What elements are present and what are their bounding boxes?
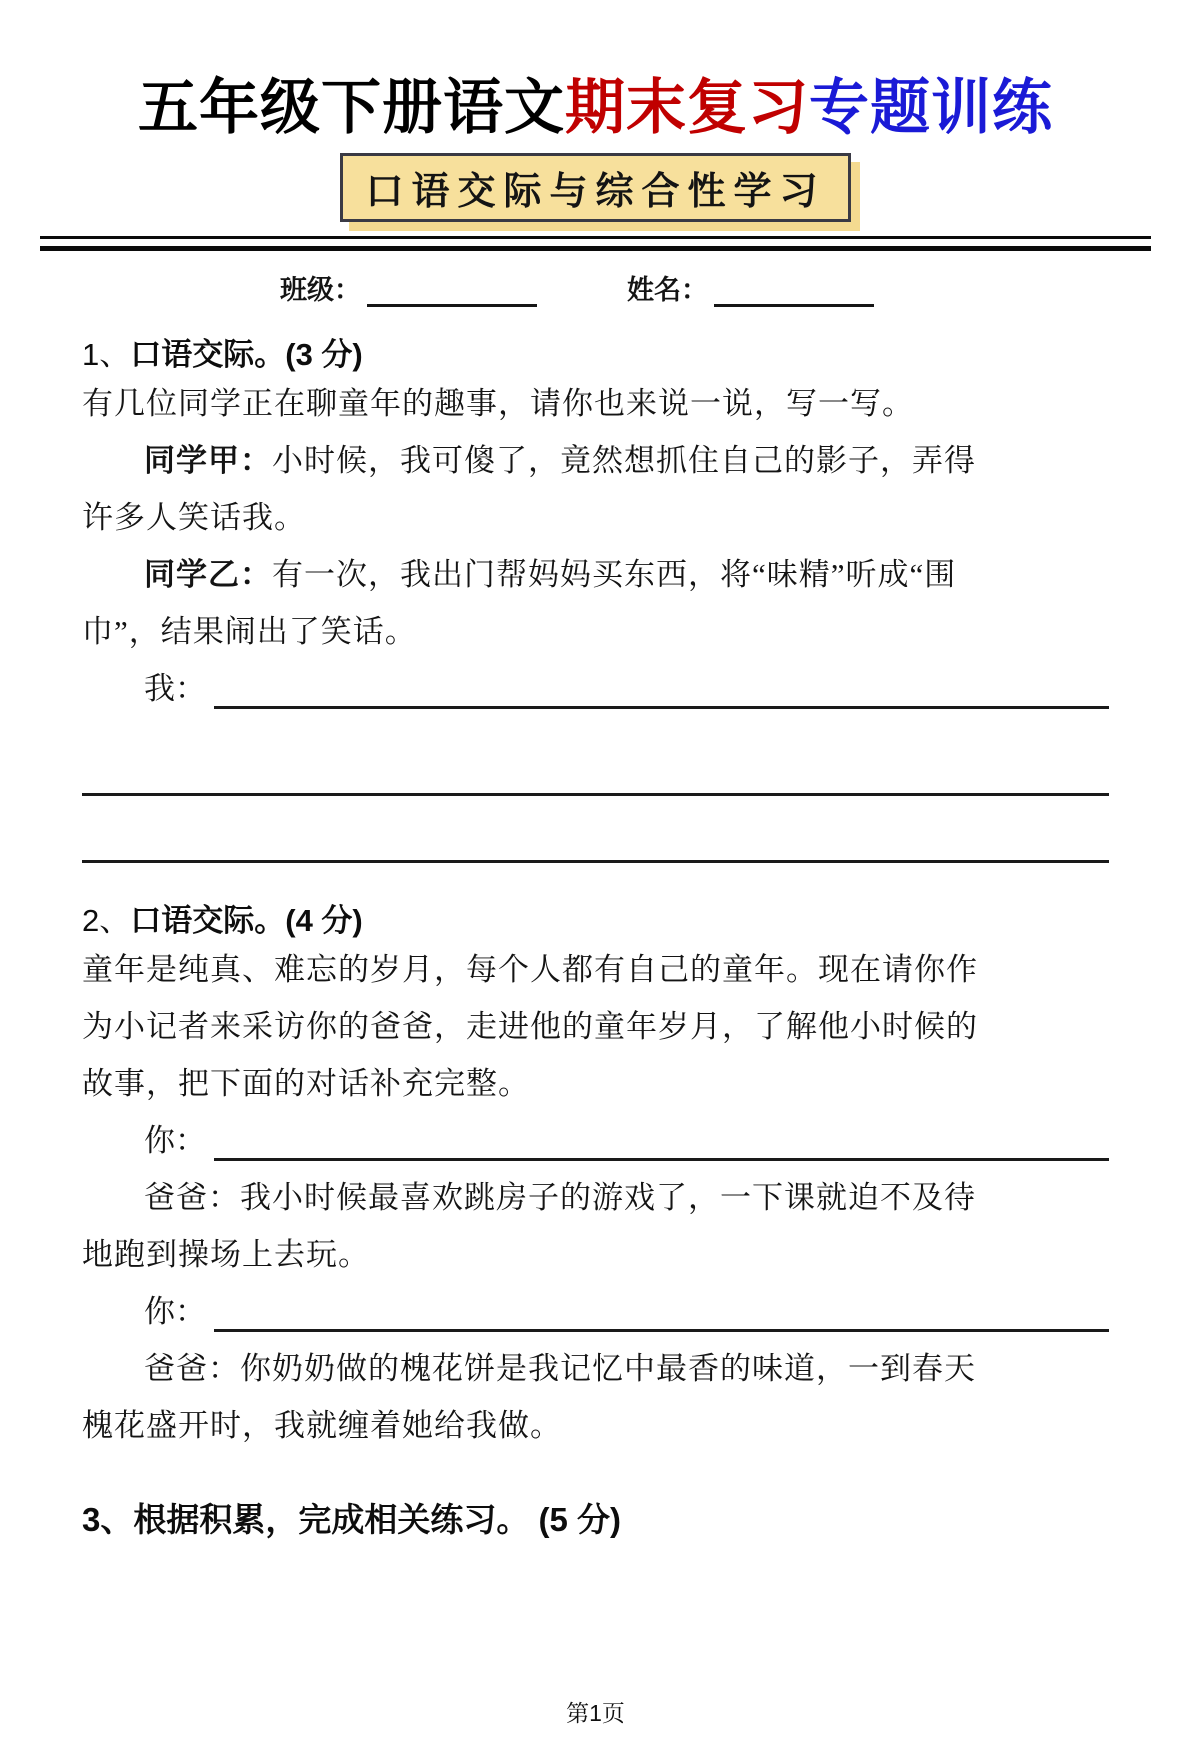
- speaker-label: 爸爸：: [144, 1351, 240, 1386]
- section-1-intro: 有几位同学正在聊童年的趣事，请你也来说一说，写一写。: [82, 386, 914, 421]
- dialog-text: 小时候，我可傻了，竟然想抓住自己的影子，弄得: [272, 443, 976, 478]
- title-segment-training: 专题训练: [809, 74, 1053, 141]
- section-3-title: 根据积累，完成相关练习。: [133, 1501, 530, 1538]
- answer-blank-line: [214, 706, 1109, 709]
- dialog-line: [82, 1340, 1109, 1397]
- title-segment-course: 五年级下册语文: [138, 74, 565, 141]
- section-2-title: 口语交际。: [130, 903, 286, 938]
- section-1-heading: [82, 335, 1109, 375]
- dialog-line: [82, 546, 1109, 603]
- section-2-number: 2、: [82, 903, 131, 938]
- section-1-score: (3 分): [285, 337, 363, 372]
- subtitle-row: [82, 153, 1109, 222]
- speaker-label: 同学乙：: [144, 557, 272, 592]
- section-2-intro: 故事，把下面的对话补充完整。: [82, 1066, 530, 1101]
- class-label: 班级：: [280, 275, 361, 305]
- section-2-heading: [82, 901, 1109, 941]
- dialog-line: 槐花盛开时，我就缠着她给我做。: [82, 1408, 562, 1443]
- student-info-row: [82, 271, 1109, 307]
- section-1-number: 1、: [82, 337, 131, 372]
- speaker-label: 我：: [144, 671, 206, 706]
- writing-line: [82, 717, 1109, 796]
- subtitle-banner: 口语交际与综合性学习: [340, 153, 850, 222]
- worksheet-page: [0, 76, 1191, 1540]
- dialog-line: 地跑到操场上去玩。: [82, 1237, 370, 1272]
- answer-blank-line: [214, 1329, 1109, 1332]
- speaker-label: 你：: [144, 1294, 206, 1329]
- answer-line-you: [82, 1283, 1109, 1340]
- answer-line-you: [82, 1112, 1109, 1169]
- answer-blank-line: [214, 1158, 1109, 1161]
- name-label: 姓名：: [627, 275, 708, 305]
- section-3-number: 3、: [82, 1501, 134, 1538]
- dialog-line: 许多人笑话我。: [82, 500, 306, 535]
- section-3-score: (5 分): [529, 1501, 622, 1538]
- page-footer: 第1页: [566, 1700, 625, 1726]
- speaker-label: 爸爸：: [144, 1180, 240, 1215]
- dialog-line: 巾”，结果闹出了笑话。: [82, 614, 417, 649]
- page-title: [82, 76, 1109, 139]
- section-3-heading: [82, 1500, 1109, 1540]
- dialog-line: [82, 1169, 1109, 1226]
- dialog-line: [82, 432, 1109, 489]
- answer-line-me: [82, 660, 1109, 717]
- section-1-title: 口语交际。: [130, 337, 286, 372]
- section-2-score: (4 分): [285, 903, 363, 938]
- speaker-label: 你：: [144, 1123, 206, 1158]
- dialog-text: 我小时候最喜欢跳房子的游戏了，一下课就迫不及待: [240, 1180, 976, 1215]
- dialog-text: 有一次，我出门帮妈妈买东西，将“味精”听成“围: [272, 557, 957, 592]
- dialog-text: 你奶奶做的槐花饼是我记忆中最香的味道，一到春天: [240, 1351, 976, 1386]
- title-segment-review: 期末复习: [565, 74, 809, 141]
- section-2-intro: 为小记者来采访你的爸爸，走进他的童年岁月，了解他小时候的: [82, 1009, 978, 1044]
- writing-line: [82, 796, 1109, 863]
- class-blank: [367, 274, 537, 307]
- speaker-label: 同学甲：: [144, 443, 272, 478]
- header-divider: [40, 236, 1151, 251]
- name-blank: [714, 274, 874, 307]
- section-2-intro: 童年是纯真、难忘的岁月，每个人都有自己的童年。现在请你作: [82, 952, 978, 987]
